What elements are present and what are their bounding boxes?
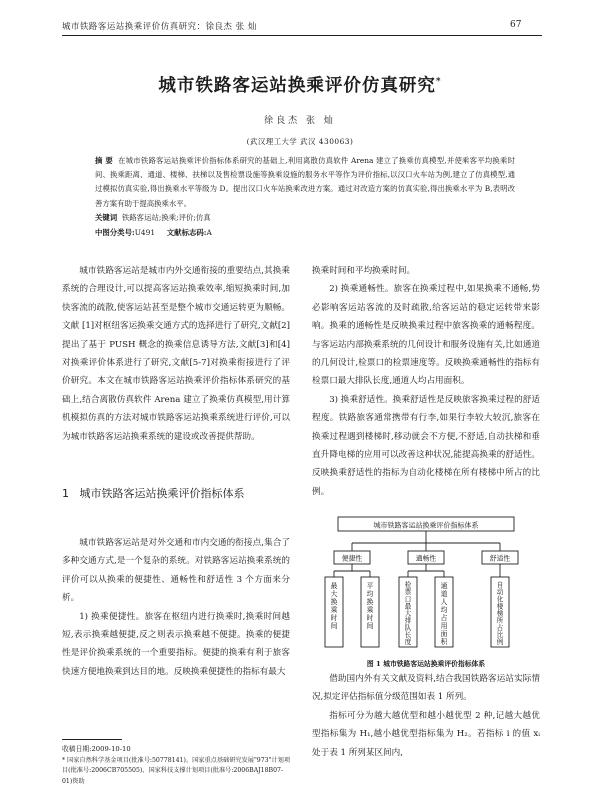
- affiliation: (武汉理工大学 武汉 430063): [246, 137, 354, 146]
- leaf-label-3: 检票口最大排队长度: [404, 581, 412, 646]
- clc-value: U491: [134, 228, 156, 237]
- leaf-label-4: 通道人均占用面积: [440, 582, 448, 646]
- section-heading: [62, 484, 290, 504]
- authors: 徐良杰 张 灿: [264, 116, 336, 126]
- paper-title-text: 城市铁路客运站换乘评价仿真研究: [158, 76, 436, 96]
- group-label-comfort: 舒适性: [489, 554, 511, 563]
- doc-code-value: A: [206, 228, 212, 237]
- leaf-label-2: 平均换乘时间: [366, 582, 374, 630]
- leaf-label-1: 最大换乘时间: [330, 582, 338, 630]
- classification: [95, 227, 212, 238]
- funding-note: * 国家自然科学基金项目(批准号:50778141)、国家重点基础研究发展"973"计划项目(批准号:2006CB705505)、国家科技支撑计划项目(批准号:2006BAJ18B07-01)资助: [62, 756, 291, 785]
- right-column-text: [312, 262, 540, 501]
- group-label-smoothness: 通畅性: [415, 554, 437, 563]
- abstract-label: 摘 要: [95, 156, 113, 165]
- page-number: 67: [510, 20, 522, 30]
- right-paragraph-0: 换乘时间和平均换乘时间。: [312, 266, 416, 276]
- received-date: 收稿日期:2009-10-10: [62, 745, 131, 753]
- running-head: 城市铁路客运站换乘评价仿真研究：徐良杰 张 灿: [62, 21, 257, 31]
- paper-title: [0, 72, 600, 97]
- clc-label: 中图分类号:: [95, 228, 135, 237]
- left-column-section: [62, 534, 290, 681]
- section-paragraph-1: 城市铁路客运站是对外交通和市内交通的衔接点,集合了多种交通方式,是一个复杂的系统。对铁路客运站换乘系统的评价可以从换乘的便捷性、通畅性和舒适性 3 个方面来分析。: [62, 538, 290, 604]
- right-paragraph-2: 3) 换乘舒适性。换乘舒适性是反映旅客换乘过程的舒适程度。铁路旅客通常携带有行李,如果行李较大较沉,旅客在换乘过程遇到楼梯时,移动就会不方便,不舒适,自动扶梯和垂直升降电梯的应用可以改善这种状况,能提高换乘的舒适性。反映换乘舒适性的指标为自动化楼梯在所有楼梯中所占的比例。: [312, 394, 540, 497]
- keywords-label: 关键词: [95, 213, 118, 222]
- abstract: [95, 154, 515, 211]
- root-label: 城市铁路客运站换乘评价指标体系: [373, 521, 479, 530]
- left-column-intro: [62, 262, 290, 446]
- figure-indicator-hierarchy: [312, 513, 540, 653]
- abstract-text: 在城市铁路客运站换乘评价指标体系研究的基础上,利用离散仿真软件 Arena 建立了换乘仿真模型,并使乘客平均换乘时间、换乘距离、通道、楼梯、扶梯以及售检票设施等换乘设施的服务水平等作为评价指标,以汉口火车站为例,建立了仿真模型,通过模拟仿真实验,得出换乘水平等级为 D。提出汉口火车站换乘改进方案。通过对改造方案的仿真实验,得出换乘水平为 B,表明改善方案有助于提高换乘水平。: [95, 156, 515, 208]
- section-number: 1: [62, 487, 69, 500]
- intro-paragraph: 城市铁路客运站是城市内外交通衔接的重要结点,其换乘系统的合理设计,可以提高客运站换乘效率,缩短换乘时间,加快客流的疏散,使客运站甚至是整个城市交通运转更为顺畅。文献 [1]对枢纽客运换乘交通方式的选择进行了研究,文献[2]提出了基于 PUSH 概念的换乘信息诱导方法,文献[3]和[4]对换乘评价体系进行了研究,文献[5-7]对换乘衔接进行了评价研究。本文在城市铁路客运站换乘评价指标体系研究的基础上,结合离散仿真软件 Arena 建立了换乘仿真模型,用计算机模拟仿真的方法对城市铁路客运站换乘系统进行评价,可以为城市铁路客运站换乘系统的建设或改善提供帮助。: [62, 266, 290, 442]
- section-title: 城市铁路客运站换乘评价指标体系: [79, 487, 245, 500]
- keywords: [95, 212, 211, 223]
- right-paragraph-4: 指标可分为越大越优型和越小越优型 2 种,记越大越优型指标集为 H₁,越小越优型指标集为 H₂。若指标 i 的值 xᵢ 处于表 1 所列某区间内,: [312, 710, 540, 758]
- keywords-text: 铁路客运站;换乘;评价;仿真: [121, 213, 211, 222]
- group-label-convenience: 便捷性: [341, 554, 363, 563]
- title-footnote-mark: *: [435, 77, 442, 88]
- right-paragraph-3: 借助国内外有关文献及资料,结合我国铁路客运站实际情况,拟定评估指标值分级范围如表 1 所列。: [312, 674, 540, 703]
- footnotes: [62, 744, 292, 788]
- right-paragraph-1: 2) 换乘通畅性。旅客在换乘过程中,如果换乘不通畅,势必影响客运站客流的及时疏散,给客运站的稳定运转带来影响。换乘的通畅性是反映换乘过程中旅客换乘的通畅程度。与客运站内部换乘系统的几何设计和服务设施有关,比如通道的几何设计,检票口的检票速度等。反映换乘通畅性的指标有检票口最大排队长度,通道人均占用面积。: [312, 284, 540, 387]
- header-rule: [62, 35, 542, 36]
- footnote-rule: [62, 739, 122, 740]
- doc-code-label: 文献标志码:: [166, 228, 207, 237]
- leaf-label-5: 自动化楼梯所占比例: [496, 581, 504, 646]
- figure-caption: 图 1 城市铁路客运站换乘评价指标体系: [366, 660, 486, 668]
- right-column-after-figure: [312, 670, 540, 762]
- section-paragraph-2: 1) 换乘便捷性。旅客在枢纽内进行换乘时,换乘时间越短,表示换乘越便捷,反之则表示换乘越不便捷。换乘的便捷性是评价换乘系统的一个重要指标。便捷的换乘有利于旅客快速方便地换乘到达目的地。反映换乘便捷性的指标有最大: [62, 611, 290, 677]
